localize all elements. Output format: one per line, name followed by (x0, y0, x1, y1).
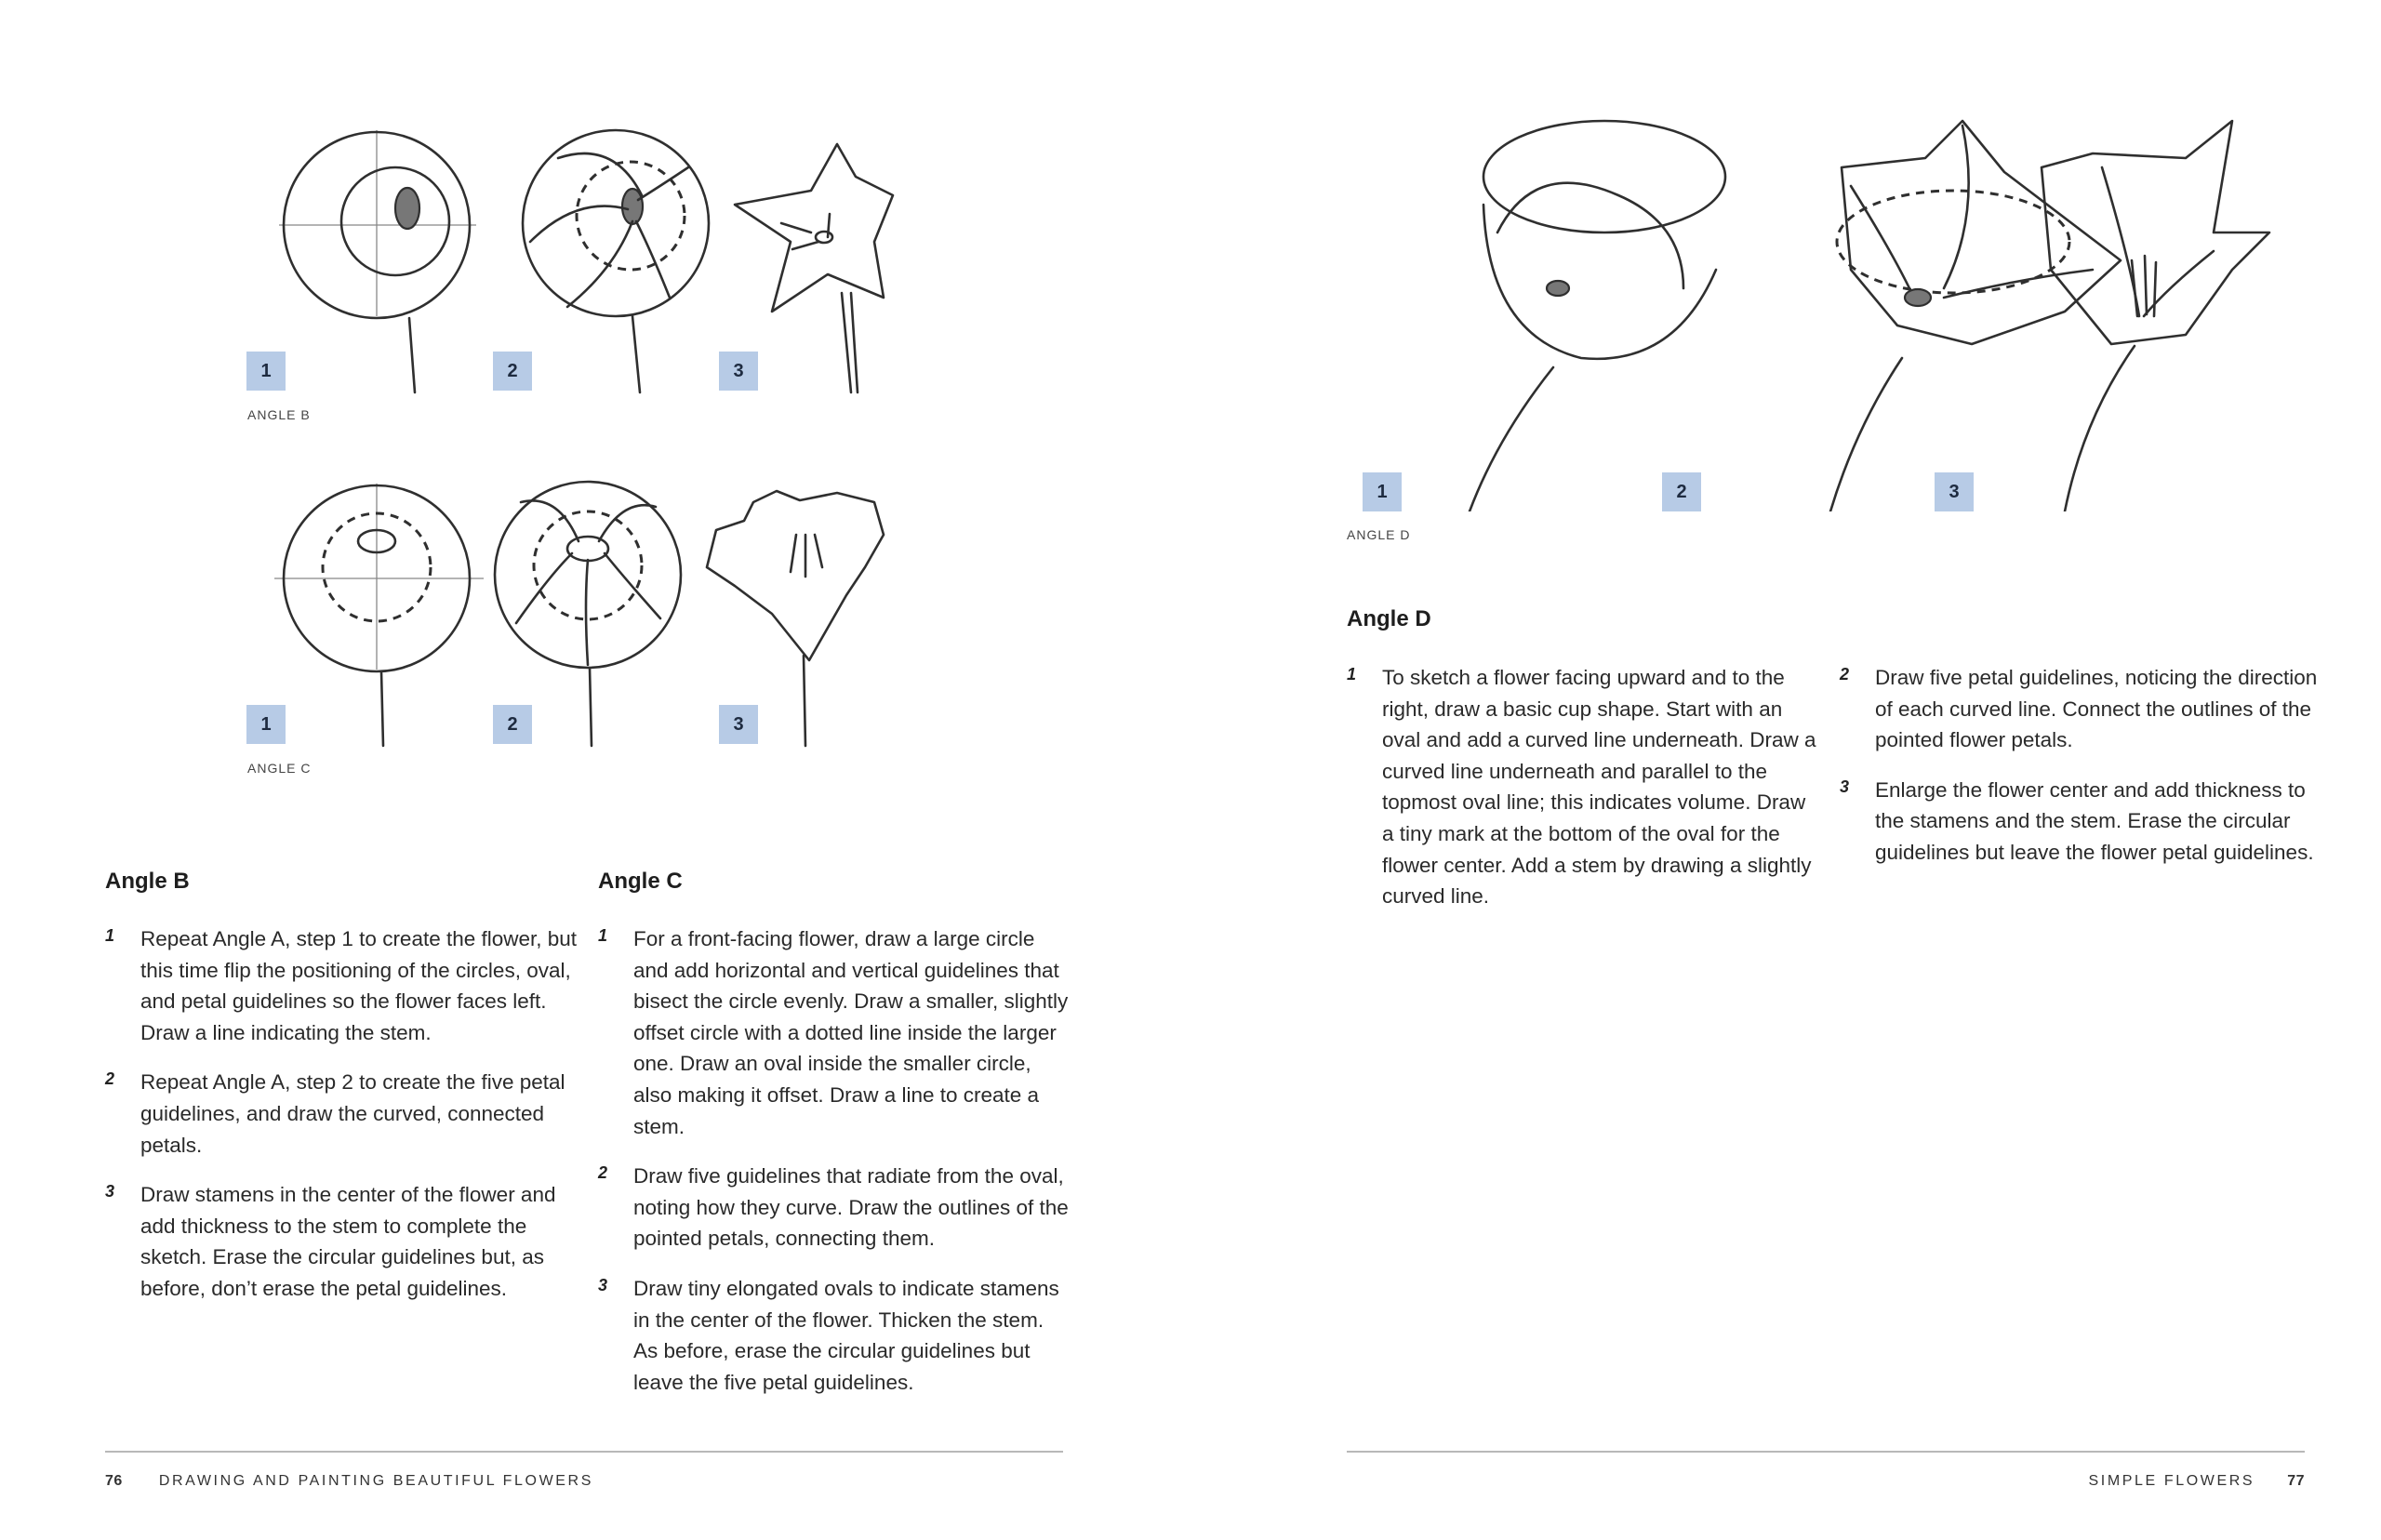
left-footer (105, 1473, 593, 1490)
angle-b-sketch-2 (523, 130, 709, 392)
step-text: Draw tiny elongated ovals to indicate stamens in the center of the flower. Thicken the stem. As before, erase the circular guidelines but leave the five petal guidelines. (633, 1276, 1059, 1394)
angle-d-badge-1: 1 (1363, 472, 1402, 511)
step-number: 2 (598, 1163, 608, 1183)
angle-d-step-3 (1840, 775, 2323, 869)
step-number: 3 (598, 1275, 608, 1294)
angle-d-sketch-3 (2042, 121, 2269, 511)
step-text: For a front-facing flower, draw a large circle and add horizontal and vertical guidelines that bisect the circle evenly. Draw a smaller, slightly offset circle with a dotted line inside the larger one. Draw an oval inside the smaller circle, also making it offset. Draw a line to create a stem. (633, 927, 1069, 1138)
angle-d-heading: Angle D (1347, 606, 1431, 631)
angle-c-sketch-1 (274, 484, 484, 746)
angle-c-step-3 (598, 1273, 1072, 1398)
left-footer-rule (105, 1451, 1063, 1453)
angle-d-sketches (1349, 102, 2279, 511)
angle-b-badge-2: 2 (493, 352, 532, 391)
running-title: DRAWING AND PAINTING BEAUTIFUL FLOWERS (158, 1473, 593, 1489)
step-text: Enlarge the flower center and add thickness to the stamens and the stem. Erase the circular guidelines but leave the flower petal guidelines. (1875, 777, 2314, 864)
angle-c-heading: Angle C (598, 869, 683, 894)
angle-d-sketch-2 (1830, 121, 2121, 511)
angle-c-steps (598, 923, 1072, 1416)
angle-c-figure (242, 456, 911, 753)
right-footer-rule (1347, 1451, 2305, 1453)
right-footer (2089, 1473, 2306, 1490)
step-text: Draw five petal guidelines, noticing the direction of each curved line. Connect the outlines of the pointed flower petals. (1875, 666, 2318, 752)
angle-c-badge-1: 1 (246, 705, 286, 744)
angle-b-badge-3: 3 (719, 352, 758, 391)
angle-b-steps (105, 923, 579, 1323)
step-number: 2 (1840, 665, 1850, 684)
step-number: 2 (105, 1069, 115, 1089)
angle-d-figure (1349, 102, 2279, 511)
angle-b-sketch-1 (279, 130, 476, 392)
angle-d-step-2 (1840, 662, 2323, 756)
angle-d-badge-3: 3 (1935, 472, 1974, 511)
angle-d-step-1 (1347, 662, 1821, 912)
step-text: To sketch a flower facing upward and to the right, draw a basic cup shape. Start with an oval and add a curved line underneath. Draw a curved line underneath and parallel to the topmost oval line; this indicates volume. Draw a tiny mark at the bottom of the oval for the flower center. Add a stem by drawing a slightly curved line. (1382, 666, 1816, 909)
right-page (1190, 0, 2381, 1540)
angle-d-steps-col1 (1347, 662, 1821, 931)
running-title: SIMPLE FLOWERS (2088, 1473, 2255, 1489)
angle-b-step-2 (105, 1067, 579, 1161)
angle-b-badge-1: 1 (246, 352, 286, 391)
page-number: 76 (105, 1473, 123, 1489)
page-number: 77 (2287, 1473, 2305, 1489)
angle-b-step-1 (105, 923, 579, 1048)
left-page (0, 0, 1190, 1540)
step-text: Repeat Angle A, step 2 to create the five petal guidelines, and draw the curved, connected petals. (140, 1070, 565, 1157)
angle-c-step-2 (598, 1161, 1072, 1255)
step-number: 1 (1347, 665, 1357, 684)
step-number: 3 (105, 1182, 115, 1201)
angle-b-step-3 (105, 1179, 579, 1304)
angle-c-step-1 (598, 923, 1072, 1142)
angle-c-sketches (242, 456, 911, 753)
angle-b-sketch-3 (735, 144, 893, 392)
step-number: 1 (105, 926, 115, 945)
angle-b-figure (242, 102, 911, 400)
angle-b-sketches (242, 102, 911, 400)
step-number: 1 (598, 926, 608, 945)
angle-d-sketch-1 (1470, 121, 1725, 511)
angle-b-heading: Angle B (105, 869, 190, 894)
angle-c-caption: ANGLE C (247, 761, 312, 776)
step-text: Draw stamens in the center of the flower and add thickness to the stem to complete the sketch. Erase the circular guidelines but, as before, don’t erase the petal guidelines. (140, 1183, 556, 1300)
angle-d-badge-2: 2 (1662, 472, 1701, 511)
angle-d-steps-col2 (1840, 662, 2323, 887)
angle-c-badge-2: 2 (493, 705, 532, 744)
angle-c-badge-3: 3 (719, 705, 758, 744)
angle-b-caption: ANGLE B (247, 407, 311, 422)
angle-d-caption: ANGLE D (1347, 527, 1411, 542)
step-text: Draw five guidelines that radiate from the oval, noting how they curve. Draw the outlines of the pointed petals, connecting them. (633, 1164, 1069, 1251)
step-text: Repeat Angle A, step 1 to create the flower, but this time flip the positioning of the circles, oval, and petal guidelines so the flower faces left. Draw a line indicating the stem. (140, 927, 578, 1044)
step-number: 3 (1840, 777, 1850, 796)
